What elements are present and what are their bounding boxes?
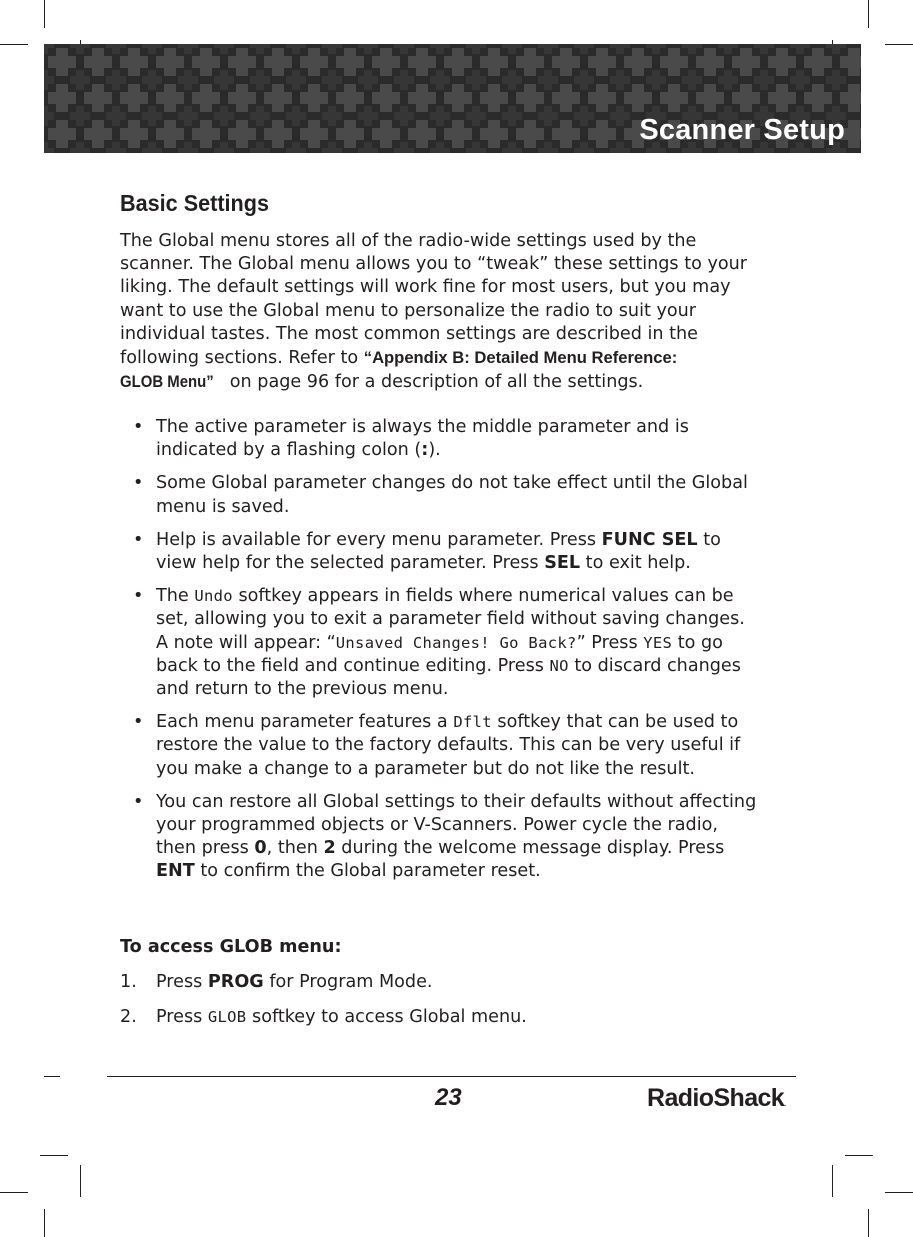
header-banner (44, 44, 861, 153)
step-number: 1. (120, 972, 137, 992)
key-0: 0 (254, 838, 267, 859)
crop-mark (0, 1192, 28, 1193)
brand-logo: RadioShack. (647, 1084, 786, 1112)
section-title: Scanner Setup (639, 114, 845, 146)
notes-list (120, 416, 760, 894)
key-ent: ENT (156, 861, 195, 882)
page-number: 23 (435, 1084, 462, 1111)
bullet-icon: • (133, 473, 144, 494)
key-sel: SEL (544, 553, 581, 574)
crop-mark (40, 1155, 68, 1156)
lcd-message: Unsaved Changes! Go Back? (335, 633, 577, 652)
softkey-glob: GLOB (207, 1008, 247, 1027)
bullet-icon: • (133, 417, 144, 437)
key-func-sel: FUNC SEL (601, 529, 698, 550)
softkey-undo: Undo (194, 587, 233, 606)
list-item: • Some Global parameter changes do not take effect until the Global menu is saved. (133, 473, 748, 517)
bullet-icon: • (133, 791, 144, 812)
crop-mark (845, 1155, 873, 1156)
key-prog: PROG (207, 972, 264, 992)
crop-mark (868, 0, 869, 28)
bullet-icon: • (133, 586, 144, 607)
list-item: • Help is available for every menu parameter. Press FUNC SEL to view help for the selected parameter. Press SEL to exit help. (133, 529, 721, 574)
procedure-steps (120, 971, 760, 1041)
crop-mark (44, 1076, 60, 1077)
softkey-dflt: Dflt (453, 713, 492, 732)
crop-mark (0, 44, 28, 45)
step-item: 2. Press GLOB softkey to access Global menu. (120, 1006, 760, 1029)
crop-mark (832, 1165, 833, 1197)
list-item: • The Undo softkey appears in fields where numerical values can be set, allowing you to exit a parameter field without saving changes. A note will appear: “Unsaved Changes! Go Back?” Press YES to go back to the field and continue editing. Press NO to discard changes and return to the previous menu. (133, 586, 745, 700)
crop-mark (885, 1192, 913, 1193)
crop-mark (80, 1165, 81, 1197)
appendix-xref-cont[interactable]: GLOB Menu” (120, 372, 214, 392)
crop-mark (44, 0, 45, 28)
softkey-yes: YES (643, 633, 673, 652)
softkey-no: NO (549, 656, 569, 675)
list-item: • Each menu parameter features a Dflt softkey that can be used to restore the value to the factory defaults. This can be very useful if you make a change to a parameter but do not like the result. (133, 712, 741, 779)
bullet-icon: • (133, 712, 144, 733)
intro-text-end: on page 96 for a description of all the settings. (224, 372, 644, 393)
crop-mark (44, 1209, 45, 1237)
list-item: • The active parameter is always the middle parameter and is indicated by a flashing colon (:). (133, 417, 689, 461)
list-item: • You can restore all Global settings to their defaults without affecting your programmed objects or V-Scanners. Power cycle the radio, then press 0, then 2 during the welcome message display. Press ENT to confirm the Global parameter reset. (133, 791, 757, 882)
footer-divider (107, 1076, 796, 1077)
intro-text: The Global menu stores all of the radio-wide settings used by the scanner. The Global menu allows you to “tweak” these settings to your liking. The default settings will work fine for most users, but you may want to use the Global menu to personalize the radio to suit your individual tastes. The most common settings are described in the following sections. Refer to (120, 231, 748, 369)
crop-mark (868, 1209, 869, 1237)
step-number: 2. (120, 1007, 137, 1028)
intro-paragraph (120, 230, 760, 394)
procedure-title: To access GLOB menu: (120, 937, 342, 957)
bullet-icon: • (133, 529, 144, 550)
page-heading: Basic Settings (120, 190, 269, 216)
crop-mark (885, 44, 913, 45)
appendix-xref[interactable]: “Appendix B: Detailed Menu Reference: (363, 348, 678, 368)
step-item: 1. Press PROG for Program Mode. (120, 971, 760, 994)
key-2: 2 (323, 838, 336, 859)
